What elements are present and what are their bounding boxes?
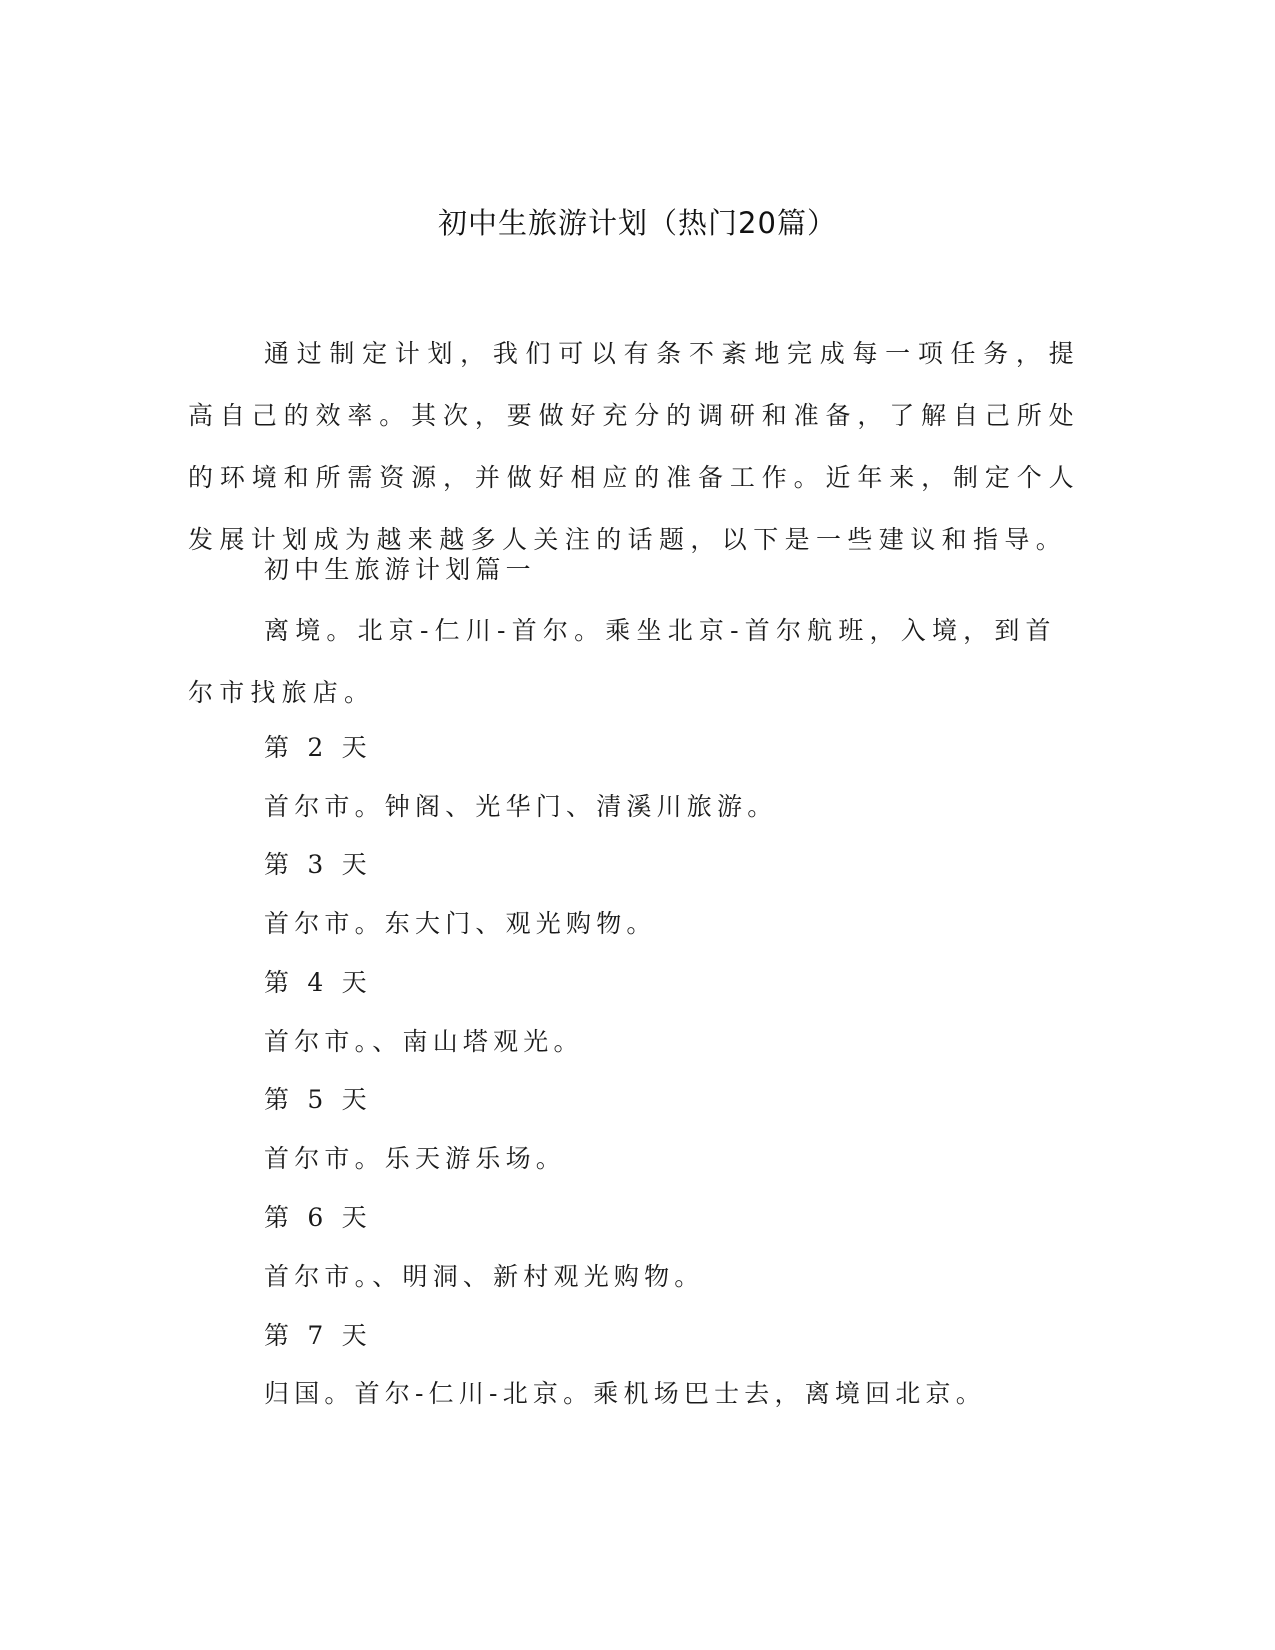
day-5-description: 首尔市。乐天游乐场。 — [264, 1144, 567, 1173]
day-7-heading: 第 7 天 — [264, 1321, 372, 1350]
day-2-heading: 第 2 天 — [264, 733, 372, 762]
intro-paragraph: 通过制定计划，我们可以有条不紊地完成每一项任务，提高自己的效率。其次，要做好充分的调研和准备，了解自己所处的环境和所需资源，并做好相应的准备工作。近年来，制定个人发展计划成为越来越多人关注的话题，以下是一些建议和指导。 — [188, 339, 1080, 554]
document-title: 初中生旅游计划（热门20篇） — [438, 206, 837, 240]
day-6-heading: 第 6 天 — [264, 1203, 372, 1232]
day-4-heading: 第 4 天 — [264, 968, 372, 997]
day-6-description: 首尔市。、明洞、新村观光购物。 — [264, 1262, 705, 1291]
day-3-description: 首尔市。东大门、观光购物。 — [264, 909, 657, 938]
day-3-heading: 第 3 天 — [264, 850, 372, 879]
day-7-description: 归国。首尔-仁川-北京。乘机场巴士去，离境回北京。 — [264, 1379, 986, 1408]
day-5-heading: 第 5 天 — [264, 1085, 372, 1114]
section-heading: 初中生旅游计划篇一 — [264, 555, 536, 584]
day-2-description: 首尔市。钟阁、光华门、清溪川旅游。 — [264, 792, 778, 821]
day-1-description: 离境。北京-仁川-首尔。乘坐北京-首尔航班，入境，到首尔市找旅店。 — [188, 616, 1057, 707]
day-4-description: 首尔市。、南山塔观光。 — [264, 1027, 584, 1056]
